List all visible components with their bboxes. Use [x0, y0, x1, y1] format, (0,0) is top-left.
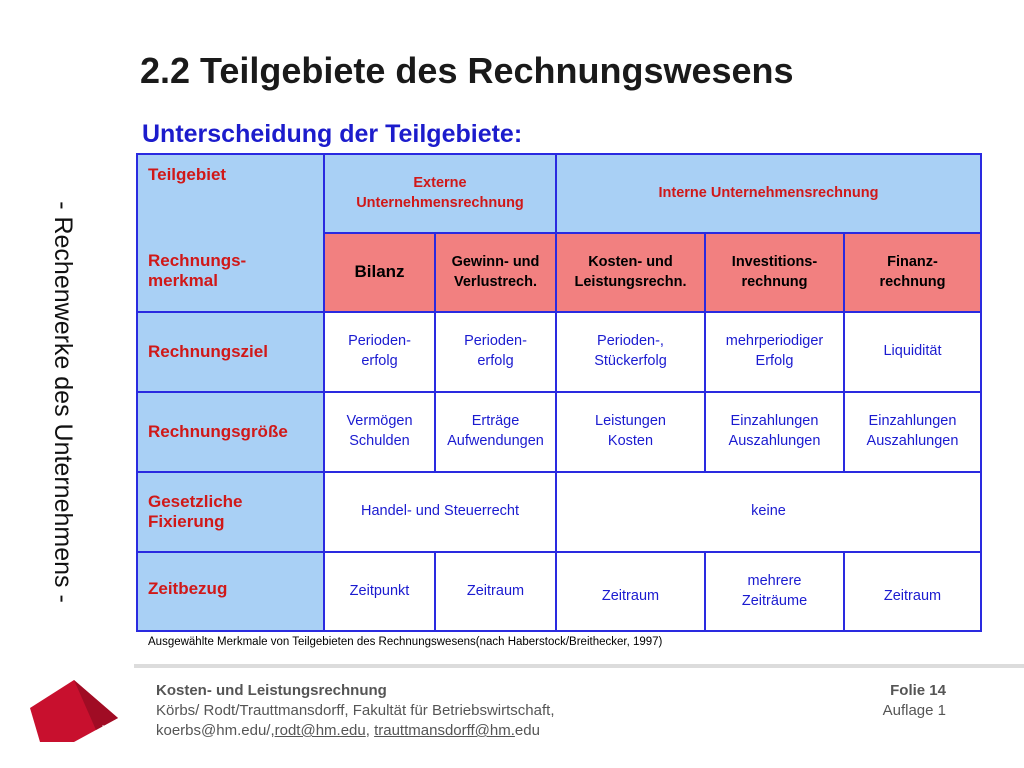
slide-title: 2.2 Teilgebiete des Rechnungswesens [140, 50, 794, 91]
footer-email-rodt-link[interactable]: rodt@hm.edu [274, 722, 366, 739]
ziel-cell-1: Perioden-erfolg [325, 313, 436, 393]
zeitbezug-cell-1: Zeitpunkt [325, 553, 436, 630]
edition-label: Auflage 1 [882, 702, 946, 719]
merkmal-cell-guv: Gewinn- und Verlustrech. [436, 234, 557, 313]
zeitbezug-cell-5: Zeitraum [883, 587, 942, 604]
zeitbezug-cell-4: mehrere Zeiträume [706, 553, 845, 630]
merkmal-cell-invest: Investitions-rechnung [706, 234, 845, 313]
fixierung-label: Gesetzliche Fixierung [138, 473, 325, 553]
fixierung-intern: keine [557, 473, 980, 553]
groesse-cell-3: Leistungen Kosten [557, 393, 706, 473]
hm-logo-icon [22, 670, 122, 742]
groesse-cell-4: Einzahlungen Auszahlungen [706, 393, 845, 473]
groesse-cell-1: Vermögen Schulden [325, 393, 436, 473]
footer-email-sep: , [365, 722, 375, 739]
side-label: - Rechenwerke des Unternehmens - [49, 201, 77, 603]
slide-subtitle: Unterscheidung der Teilgebiete: [142, 120, 523, 148]
footer-email-tail: edu [514, 722, 540, 739]
merkmal-cell-klr: Kosten- und Leistungsrechn. [557, 234, 706, 313]
merkmal-cell-bilanz: Bilanz [325, 234, 436, 313]
footer-divider [134, 664, 1024, 668]
footer-emails [156, 722, 540, 739]
fixierung-extern: Handel- und Steuerrecht [325, 473, 557, 553]
footer-email-koerbs: koerbs@hm.edu/, [156, 722, 275, 739]
ziel-cell-4: mehrperiodiger Erfolg [706, 313, 845, 393]
header-extern: Externe Unternehmensrechnung [325, 155, 557, 234]
header-label-cell [138, 155, 325, 313]
zeitbezug-label: Zeitbezug [138, 553, 325, 630]
footer-email-trauttmansdorff-link[interactable]: trauttmansdorff@hm. [374, 722, 515, 739]
svg-text:M: M [100, 720, 119, 742]
footer-course: Kosten- und Leistungsrechnung [156, 682, 387, 699]
groesse-label: Rechnungsgröße [138, 393, 325, 473]
ziel-label: Rechnungsziel [138, 313, 325, 393]
slide-number: Folie 14 [890, 682, 946, 699]
zeitbezug-cell-2: Zeitraum [436, 553, 557, 630]
merkmal-cell-finanz: Finanz-rechnung [845, 234, 980, 313]
zeitbezug-cell-3: Zeitraum [557, 553, 706, 630]
header-intern: Interne Unternehmensrechnung [557, 155, 980, 234]
ziel-cell-2: Perioden-erfolg [436, 313, 557, 393]
merkmal-label: Rechnungs-merkmal [148, 251, 247, 290]
groesse-cell-5: Einzahlungen Auszahlungen [845, 393, 980, 473]
comparison-table [136, 153, 982, 632]
table-caption: Ausgewählte Merkmale von Teilgebieten des Rechnungswesens(nach Haberstock/Breithecker, 1997) [148, 636, 663, 648]
teilgebiet-label: Teilgebiet [148, 165, 227, 184]
ziel-cell-3: Perioden-, Stückerfolg [557, 313, 706, 393]
ziel-cell-5: Liquidität [845, 313, 980, 393]
groesse-cell-2: Erträge Aufwendungen [436, 393, 557, 473]
footer-authors: Körbs/ Rodt/Trauttmansdorff, Fakultät für Betriebswirtschaft, [156, 702, 555, 719]
